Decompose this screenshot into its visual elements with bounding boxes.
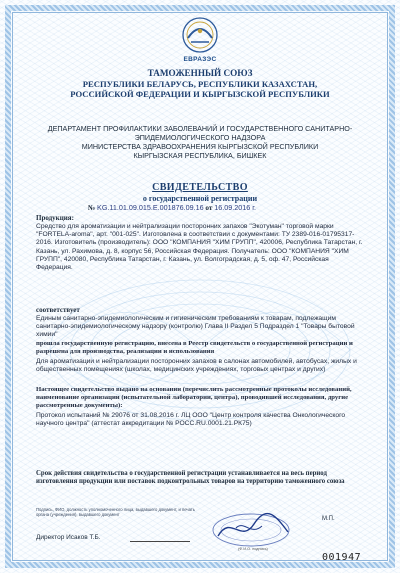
department-line-1: ДЕПАРТАМЕНТ ПРОФИЛАКТИКИ ЗАБОЛЕВАНИЙ И ГОСУДАРСТВЕННОГО САНИТАРНО- bbox=[47, 124, 353, 133]
issuing-department bbox=[20, 124, 380, 160]
registration-number: KG.11.01.09.015.E.001876.09.16 bbox=[97, 203, 204, 212]
union-line-2: РЕСПУБЛИКИ БЕЛАРУСЬ, РЕСПУБЛИКИ КАЗАХСТАН, bbox=[82, 78, 318, 89]
seal-place-label: М.П. bbox=[322, 516, 335, 522]
department-line-4: КЫРГЫЗСКАЯ РЕСПУБЛИКА, БИШКЕК bbox=[133, 151, 267, 160]
certificate-subtitle: о государственной регистрации bbox=[142, 194, 258, 203]
director-name: Директор Исаков Т.Б. bbox=[36, 534, 101, 541]
customs-union-heading bbox=[20, 68, 380, 100]
basis-text: Протокол испытаний № 29076 от 31.08.2016 г. ЛЦ ООО "Центр контроля качества Онкологического научного центра" (аттестат аккредитации № РОСС.RU.0001.21.РК75) bbox=[36, 412, 346, 428]
date-prefix: от bbox=[205, 204, 213, 212]
signature-note: Подпись, ФИО, должность уполномоченного лица, выдавшего документ, и печать органа (учреждения), выдавшего документ bbox=[36, 507, 195, 518]
certificate-title: СВИДЕТЕЛЬСТВО bbox=[152, 182, 248, 193]
products-label: Продукция: bbox=[36, 214, 74, 222]
signature-stamp-icon bbox=[196, 506, 306, 550]
basis-label: Настоящее свидетельство выдано на основании (перечислить рассмотренные протоколы исследований, наименование организации (испытательной лаборатории, центра), проводившей исследования, другие рассмотренные документы): bbox=[36, 386, 352, 410]
registration-number-line bbox=[88, 203, 318, 212]
registration-date: 16.09.2016 г. bbox=[214, 203, 256, 212]
union-line-1: ТАМОЖЕННЫЙ СОЮЗ bbox=[147, 68, 253, 78]
number-prefix: № bbox=[88, 204, 96, 212]
stamp-caption: (Ф.И.О. подпись) bbox=[238, 547, 268, 551]
conforms-text: Единым санитарно-эпидемиологическим и гигиеническим требованиям к товарам, подлежащим санитарно-эпидемиологическому надзору (контролю) Глава II Раздел 5 Подраздел 1 "Товары бытовой химии" bbox=[36, 315, 355, 339]
products-text: Средство для ароматизации и нейтрализации посторонних запахов "Экотуман" торговой марки "FORTELA-aroma", арт. "001-025". Изготовлена в соответствии с документами: ТУ 2389-016-01795317-2016. Изготовитель (производитель): ООО "КОМПАНИЯ "ХИМ ГРУПП", 420006, Республика Татарстан, г. Казань, ул. Рахимова, д. 8, корпус 56, Российская Федерация. Получатель: ООО "КОМПАНИЯ "ХИМ ГРУПП", 420080, Республика Татарстан, г. Казань, ул. Волгоградская, д. 5, оф. 47, Российская Федерация. bbox=[36, 223, 363, 272]
signature-line bbox=[130, 541, 190, 542]
usage-text: Для ароматизации и нейтрализации посторонних запахов в салонах автомобилей, автобусах, жилых и общественных помещениях (школах, медицинских учреждениях, торговых центрах и других) bbox=[36, 358, 357, 374]
validity-statement: Срок действия свидетельства о государственной регистрации устанавливается на весь период изготовления продукции или поставок подконтрольных товаров на территорию таможенного союза bbox=[36, 470, 345, 486]
logo-label: ЕВРАЗЭС bbox=[183, 56, 217, 63]
department-line-3: МИНИСТЕРСТВА ЗДРАВООХРАНЕНИЯ КЫРГЫЗСКОЙ РЕСПУБЛИКИ bbox=[81, 142, 319, 151]
serial-number: 001947 bbox=[322, 552, 362, 563]
department-line-2: ЭПИДЕМИОЛОГИЧЕСКОГО НАДЗОРА bbox=[134, 133, 266, 142]
union-line-3: РОССИЙСКОЙ ФЕДЕРАЦИИ И КЫРГЫЗСКОЙ РЕСПУБЛИКИ bbox=[70, 89, 330, 100]
conforms-label: соответствует bbox=[36, 306, 80, 314]
registered-statement: прошла государственную регистрацию, внесена в Реестр свидетельств о государственной регистрации и разрешена для производства, реализации и использования bbox=[36, 340, 353, 356]
